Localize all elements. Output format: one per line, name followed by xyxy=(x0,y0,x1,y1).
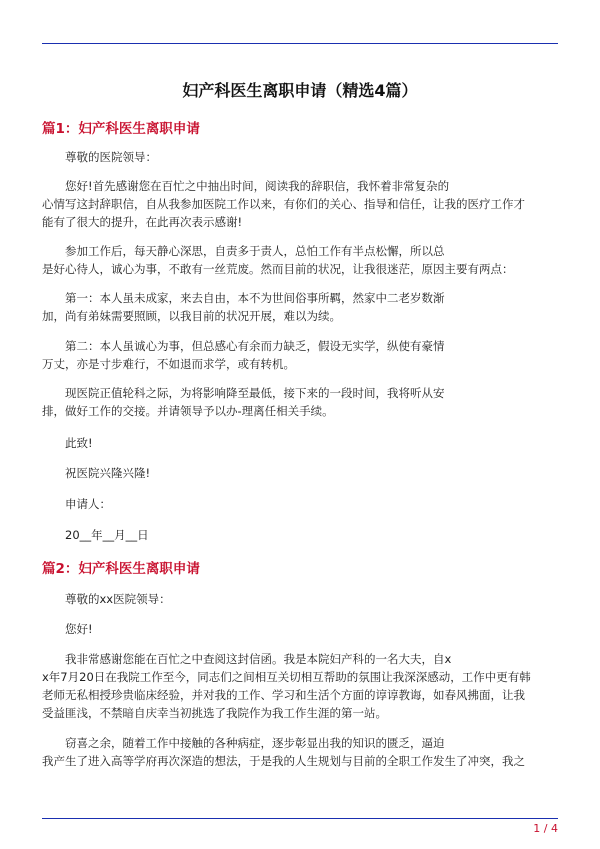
section-2-heading: 篇2：妇产科医生离职申请 xyxy=(42,561,200,577)
paragraph-line: 万丈，亦是寸步难行，不如退而求学，或有转机。 xyxy=(42,357,295,371)
header-rule xyxy=(42,43,558,44)
paragraph-line: 排，做好工作的交接。并请领导予以办-理离任相关手续。 xyxy=(42,404,334,418)
paragraph-line: 第一：本人虽未成家，来去自由，本不为世间俗事所羁，然家中二老岁数渐 xyxy=(65,291,445,305)
closing-line: 此致! xyxy=(65,436,93,450)
paragraph-line: 受益匪浅，不禁暗自庆幸当初挑选了我院作为我工作生涯的第一站。 xyxy=(42,706,387,720)
paragraph-line: 加，尚有弟妹需要照顾，以我目前的状况开展，难以为续。 xyxy=(42,309,341,323)
document-title: 妇产科医生离职申请（精选4篇） xyxy=(182,81,418,100)
date-line: 20__年__月__日 xyxy=(65,528,149,542)
paragraph-line: 现医院正值轮科之际，为将影响降至最低，接下来的一段时间，我将听从安 xyxy=(65,386,445,400)
paragraph-line: 您好!首先感谢您在百忙之中抽出时间，阅读我的辞职信，我怀着非常复杂的 xyxy=(65,179,450,193)
paragraph-line: 尊敬的xx医院领导： xyxy=(65,592,171,606)
paragraph-line: 窃喜之余，随着工作中接触的各种病症，逐步彰显出我的知识的匮乏，逼迫 xyxy=(65,736,445,750)
closing-line: 祝医院兴隆兴隆! xyxy=(65,466,151,480)
footer-rule xyxy=(42,818,558,819)
paragraph-line: 我产生了进入高等学府再次深造的想法，于是我的人生规划与目前的全职工作发生了冲突，我之 xyxy=(42,754,525,768)
page-number: 1 / 4 xyxy=(533,822,558,835)
paragraph-line: 尊敬的医院领导： xyxy=(65,150,157,164)
paragraph-line: 您好! xyxy=(65,622,93,636)
paragraph-line: 我非常感谢您能在百忙之中查阅这封信函。我是本院妇产科的一名大夫，自x xyxy=(65,652,452,666)
paragraph-line: 是好心待人，诚心为事，不敢有一丝荒废。然而目前的状况，让我很迷茫，原因主要有两点： xyxy=(42,262,514,276)
section-1-heading: 篇1：妇产科医生离职申请 xyxy=(42,121,200,137)
paragraph-line: 心情写这封辞职信，自从我参加医院工作以来，有你们的关心、指导和信任，让我的医疗工作才 xyxy=(42,197,525,211)
signature-label: 申请人： xyxy=(65,497,111,511)
paragraph-line: 第二：本人虽诚心为事，但总感心有余而力缺乏，假设无实学，纵使有豪情 xyxy=(65,339,445,353)
paragraph-line: 能有了很大的提升，在此再次表示感谢! xyxy=(42,215,243,229)
paragraph-line: 老师无私相授珍贵临床经验，并对我的工作、学习和生活个方面的谆谆教诲，如春风拂面，让我 xyxy=(42,688,525,702)
paragraph-line: x年7月20日在我院工作至今，同志们之间相互关切相互帮助的氛围让我深深感动，工作中更有韩 xyxy=(42,670,531,684)
paragraph-line: 参加工作后，每天静心深思，自责多于责人，总怕工作有半点松懈，所以总 xyxy=(65,244,445,258)
